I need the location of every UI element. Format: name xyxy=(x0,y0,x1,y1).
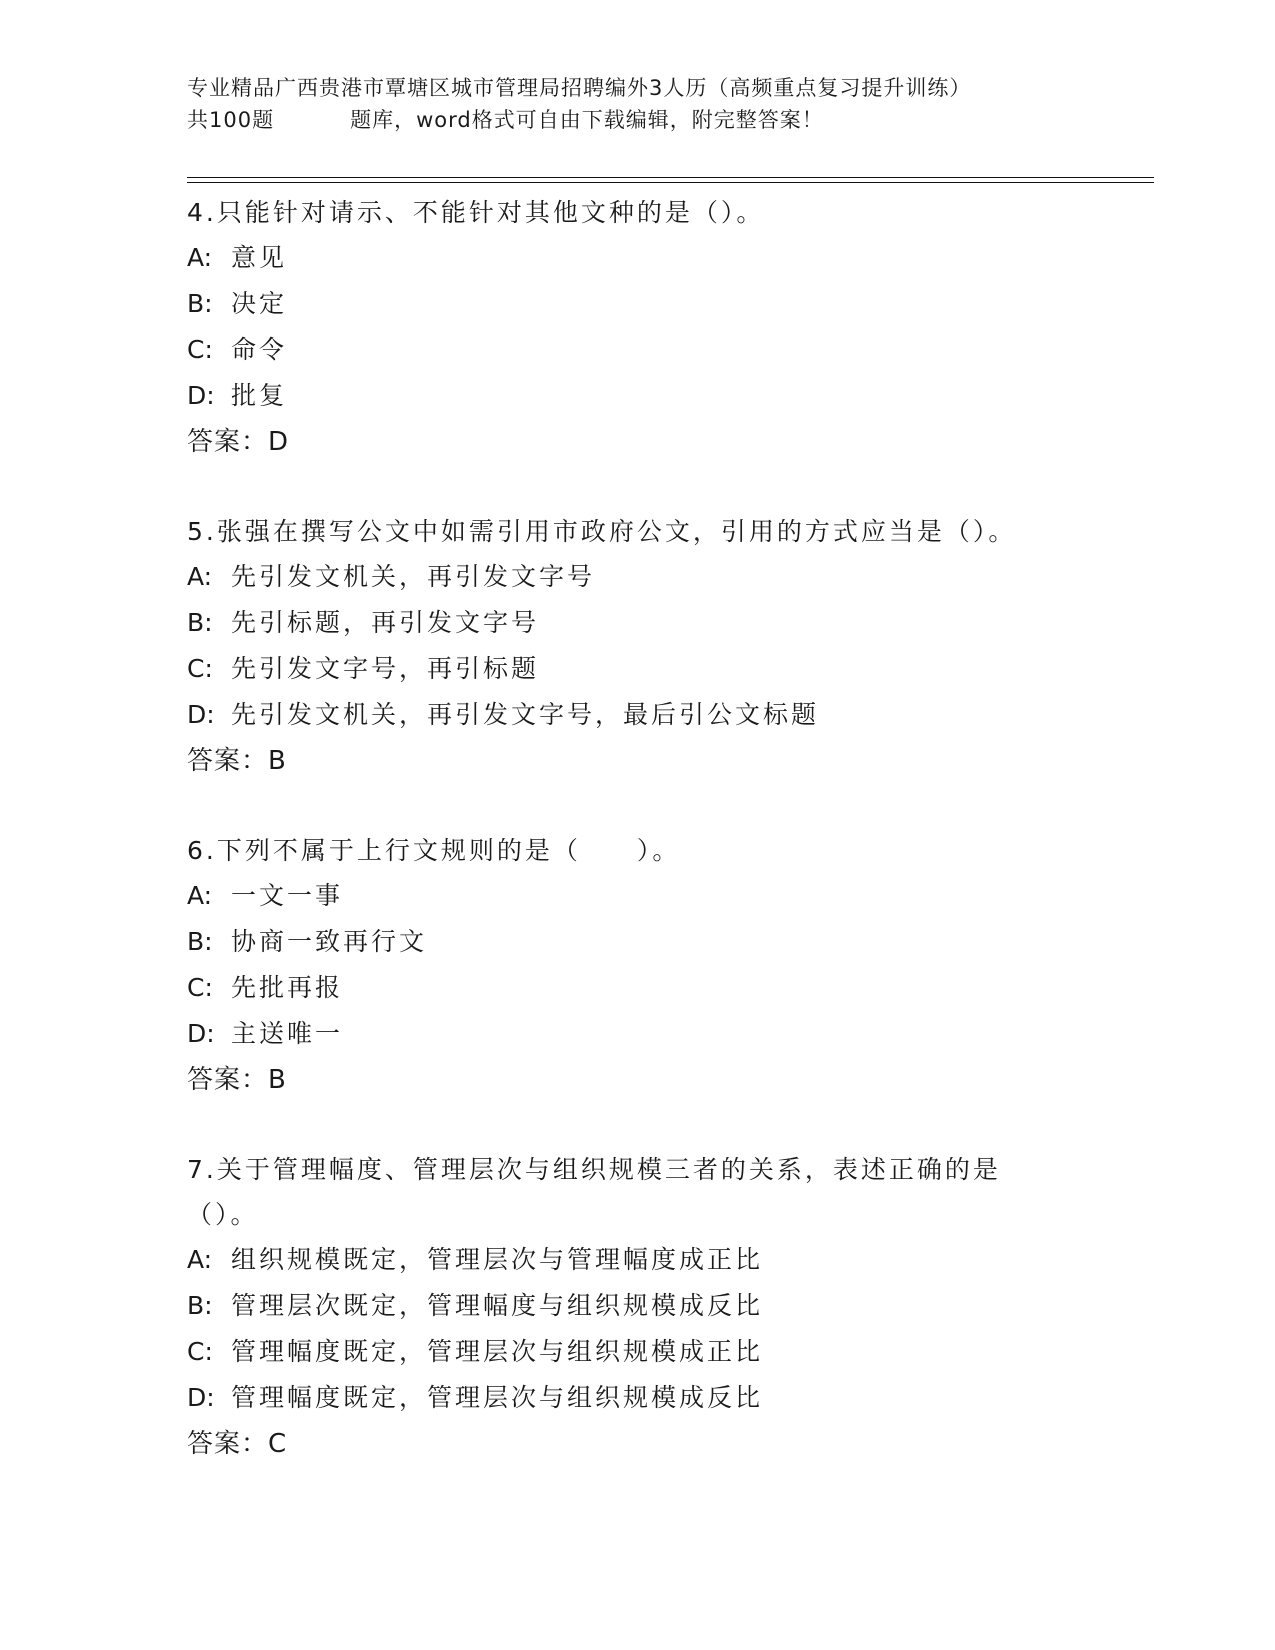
question-option xyxy=(187,646,1087,692)
option-key: B: xyxy=(187,289,213,318)
option-key: D: xyxy=(187,1383,215,1412)
question-option xyxy=(187,1011,1087,1057)
question-answer: 答案：B xyxy=(187,1065,287,1095)
option-key: C: xyxy=(187,1337,213,1366)
option-text: 管理幅度既定，管理层次与组织规模成反比 xyxy=(231,1383,764,1412)
option-key: B: xyxy=(187,608,213,637)
question-item xyxy=(187,509,1087,784)
question-text: 4.只能针对请示、不能针对其他文种的是（）。 xyxy=(187,198,765,227)
header-title-line: 专业精品广西贵港市覃塘区城市管理局招聘编外3人历（高频重点复习提升训练） xyxy=(187,76,972,100)
question-item xyxy=(187,190,1087,465)
question-option xyxy=(187,873,1087,919)
option-text: 主送唯一 xyxy=(231,1019,344,1048)
option-text: 管理幅度既定，管理层次与组织规模成正比 xyxy=(231,1337,764,1366)
question-text: 6.下列不属于上行文规则的是（ ）。 xyxy=(187,836,681,865)
question-option xyxy=(187,965,1087,1011)
question-text: 7.关于管理幅度、管理层次与组织规模三者的关系，表述正确的是（）。 xyxy=(187,1155,1001,1229)
question-option xyxy=(187,600,1087,646)
option-key: C: xyxy=(187,654,213,683)
question-list xyxy=(187,190,1087,1467)
option-key: A: xyxy=(187,243,213,272)
option-text: 先引标题，再引发文字号 xyxy=(231,608,540,637)
option-text: 批复 xyxy=(231,381,288,410)
question-answer: 答案：B xyxy=(187,746,287,776)
question-item xyxy=(187,1147,1087,1467)
option-text: 一文一事 xyxy=(231,881,344,910)
option-key: B: xyxy=(187,1291,213,1320)
question-option xyxy=(187,554,1087,600)
header-divider-top xyxy=(187,177,1154,178)
question-option xyxy=(187,692,1087,738)
option-key: A: xyxy=(187,881,213,910)
option-text: 管理层次既定，管理幅度与组织规模成反比 xyxy=(231,1291,764,1320)
document-header xyxy=(187,72,1087,136)
question-text: 5.张强在撰写公文中如需引用市政府公文，引用的方式应当是（）。 xyxy=(187,517,1017,546)
question-option xyxy=(187,1237,1087,1283)
option-text: 协商一致再行文 xyxy=(231,927,428,956)
option-key: A: xyxy=(187,562,213,591)
question-item xyxy=(187,828,1087,1103)
header-question-count: 共100题 xyxy=(187,108,275,132)
option-text: 决定 xyxy=(231,289,288,318)
option-text: 先引发文机关，再引发文字号，最后引公文标题 xyxy=(231,700,820,729)
option-key: C: xyxy=(187,973,213,1002)
option-key: D: xyxy=(187,381,215,410)
option-text: 先批再报 xyxy=(231,973,344,1002)
option-key: B: xyxy=(187,927,213,956)
option-text: 先引发文字号，再引标题 xyxy=(231,654,540,683)
question-option xyxy=(187,919,1087,965)
question-answer: 答案：D xyxy=(187,427,290,457)
question-answer: 答案：C xyxy=(187,1429,288,1459)
question-option xyxy=(187,1375,1087,1421)
option-text: 组织规模既定，管理层次与管理幅度成正比 xyxy=(231,1245,764,1274)
option-key: C: xyxy=(187,335,213,364)
option-key: D: xyxy=(187,1019,215,1048)
option-text: 命令 xyxy=(231,335,288,364)
option-text: 先引发文机关，再引发文字号 xyxy=(231,562,596,591)
option-key: D: xyxy=(187,700,215,729)
question-option xyxy=(187,373,1087,419)
question-option xyxy=(187,281,1087,327)
question-option xyxy=(187,1283,1087,1329)
question-option xyxy=(187,327,1087,373)
option-key: A: xyxy=(187,1245,213,1274)
header-subtitle-line xyxy=(187,104,1087,136)
header-divider-bottom xyxy=(187,182,1154,183)
header-description: 题库，word格式可自由下载编辑，附完整答案！ xyxy=(350,108,824,132)
option-text: 意见 xyxy=(231,243,288,272)
question-option xyxy=(187,1329,1087,1375)
question-option xyxy=(187,235,1087,281)
